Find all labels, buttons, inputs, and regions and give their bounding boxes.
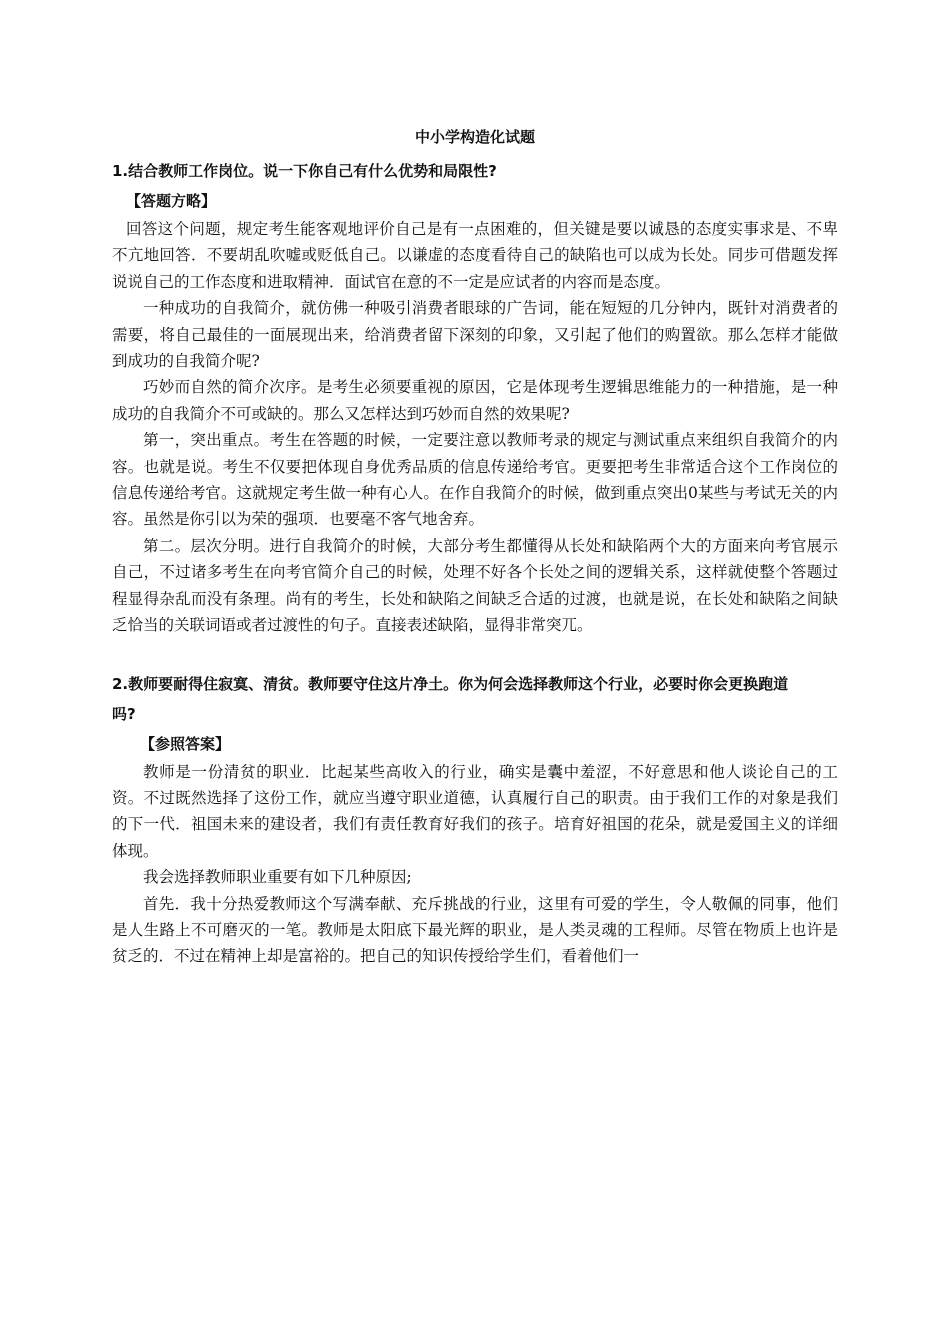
paragraph: 首先．我十分热爱教师这个写满奉献、充斥挑战的行业，这里有可爱的学生，令人敬佩的同事，他们是人生路上不可磨灭的一笔。教师是太阳底下最光辉的职业，是人类灵魂的工程师。尽管在物质上也许是贫乏的．不过在精神上却是富裕的。把自己的知识传授给学生们，看着他们一 [112, 894, 838, 966]
document-body [112, 156, 838, 970]
paragraph: 一种成功的自我简介，就仿佛一种吸引消费者眼球的广告词，能在短短的几分钟内，既针对消费者的需要，将自己最佳的一面展现出来，给消费者留下深刻的印象，又引起了他们的购置欲。那么怎样才能做到成功的自我简介呢? [112, 299, 838, 371]
paragraph: 教师是一份清贫的职业．比起某些高收入的行业，确实是囊中羞涩，不好意思和他人谈论自己的工资。不过既然选择了这份工作，就应当遵守职业道德，认真履行自己的职责。由于我们工作的对象是我们的下一代．祖国未来的建设者，我们有责任教育好我们的孩子。培育好祖国的花朵，就是爱国主义的详细体现。 [112, 762, 838, 860]
question-1: 1.结合教师工作岗位。说一下你自己有什么优势和局限性? [112, 162, 497, 180]
reference-answer-heading: 【参照答案】 [140, 734, 231, 753]
answer-strategy-heading: 【答题方略】 [126, 192, 217, 210]
paragraph: 第一，突出重点。考生在答题的时候，一定要注意以教师考录的规定与测试重点来组织自我简介的内容。也就是说。考生不仅要把体现自身优秀品质的信息传递给考官。更要把考生非常适合这个工作岗位的信息传递给考官。这就规定考生做一种有心人。在作自我简介的时候，做到重点突出0某些与考试无关的内容。虽然是你引以为荣的强项．也要毫不客气地舍弃。 [112, 431, 838, 529]
document-title: 中小学构造化试题 [414, 128, 535, 146]
paragraph: 第二。层次分明。进行自我简介的时候，大部分考生都懂得从长处和缺陷两个大的方面来向考官展示自己，不过诸多考生在向考官简介自己的时候，处理不好各个长处之间的逻辑关系，这样就使整个答题过程显得杂乱而没有条理。尚有的考生，长处和缺陷之间缺乏合适的过渡，也就是说，在长处和缺陷之间缺乏恰当的关联词语或者过渡性的句子。直接表述缺陷，显得非常突兀。 [112, 536, 838, 635]
paragraph: 巧妙而自然的简介次序。是考生必须要重视的原因，它是体现考生逻辑思维能力的一种措施，是一种成功的自我简介不可或缺的。那么又怎样达到巧妙而自然的效果呢? [112, 378, 838, 423]
section-gap [112, 639, 838, 669]
paragraph: 回答这个问题，规定考生能客观地评价自己是有一点困难的，但关键是要以诚恳的态度实事求是、不卑不亢地回答．不要胡乱吹嘘或贬低自己。以谦虚的态度看待自己的缺陷也可以成为长处。同步可借题发挥说说自己的工作态度和进取精神．面试官在意的不一定是应试者的内容而是态度。 [112, 220, 838, 291]
question-2: 2.教师要耐得住寂寞、清贫。教师要守住这片净土。你为何会选择教师这个行业，必要时你会更换跑道吗? [112, 674, 789, 723]
paragraph: 我会选择教师职业重要有如下几种原因; [143, 868, 412, 887]
